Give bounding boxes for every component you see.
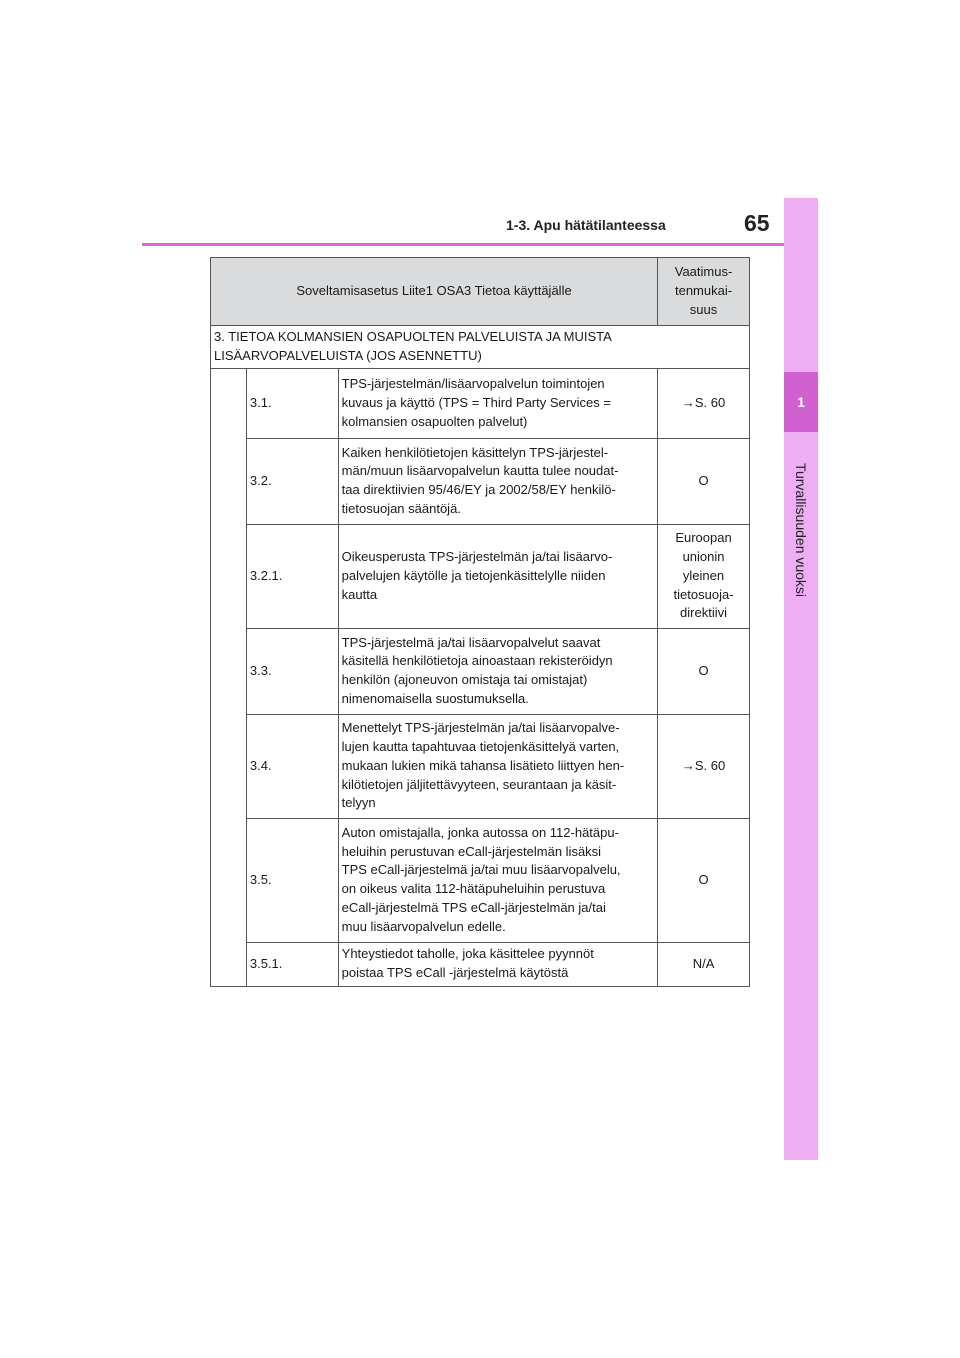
text-line: TPS-järjestelmä ja/tai lisäarvopalvelut saavat [341, 634, 601, 650]
header-divider [142, 243, 784, 246]
requirement-line: O [698, 871, 709, 887]
section-heading-line: 3. TIETOA KOLMANSIEN OSAPUOLTEN PALVELUISTA JA MUISTA [214, 329, 612, 344]
indent-cell [211, 368, 247, 986]
page-reference-link[interactable]: →S. 60 [681, 757, 726, 773]
row-requirement [658, 942, 750, 986]
table-row [211, 368, 750, 438]
table-row [211, 628, 750, 714]
table-row [211, 818, 750, 942]
row-text [338, 368, 657, 438]
header-line: suus [689, 301, 718, 317]
text-line: on oikeus valita 112-hätäpuheluihin perustuva [341, 881, 606, 897]
table-row [211, 942, 750, 986]
text-line: heluihin perustuvan eCall-järjestelmän lisäksi [341, 843, 602, 859]
row-text [338, 818, 657, 942]
table-row [211, 438, 750, 524]
text-line: telyyn [341, 795, 376, 811]
text-line: henkilön (ajoneuvon omistaja tai omistajat) [341, 672, 588, 688]
text-line: eCall-järjestelmä TPS eCall-järjestelmän ja/tai [341, 900, 606, 916]
row-text [338, 438, 657, 524]
text-line: Oikeusperusta TPS-järjestelmän ja/tai lisäarvo- [341, 548, 613, 564]
row-number: 3.1. [246, 368, 338, 438]
row-number: 3.2.1. [246, 524, 338, 628]
page-number: 65 [744, 210, 770, 236]
row-text [338, 942, 657, 986]
header-line: tenmukai- [674, 283, 733, 299]
text-line: lujen kautta tapahtuvaa tietojenkäsittelyä varten, [341, 738, 620, 754]
row-text [338, 524, 657, 628]
chapter-title-vertical: Turvallisuuden vuoksi [793, 462, 809, 598]
text-line: TPS-järjestelmän/lisäarvopalvelun toimintojen [341, 375, 605, 391]
text-line: Kaiken henkilötietojen käsittelyn TPS-järjestel- [341, 444, 609, 460]
table-header-row [211, 258, 750, 326]
text-line: kolmansien osapuolten palvelut) [341, 413, 528, 429]
requirement-line: yleinen [682, 567, 725, 583]
text-line: Auton omistajalla, jonka autossa on 112-hätäpu- [341, 824, 619, 840]
page-reference-link[interactable]: →S. 60 [681, 394, 726, 410]
text-line: mukaan lukien mikä tahansa lisätieto liittyen hen- [341, 757, 625, 773]
column-header-title: Soveltamisasetus Liite1 OSA3 Tietoa käyttäjälle [211, 258, 658, 326]
row-requirement [658, 524, 750, 628]
row-number: 3.2. [246, 438, 338, 524]
text-line: TPS eCall-järjestelmä ja/tai muu lisäarvopalvelu, [341, 862, 621, 878]
row-number: 3.4. [246, 714, 338, 818]
requirement-line: O [698, 472, 709, 488]
text-line: palvelujen käytölle ja tietojenkäsittelylle niiden [341, 567, 606, 583]
requirement-line: tietosuoja- [673, 586, 734, 602]
row-requirement [658, 714, 750, 818]
chapter-side-strip [784, 198, 818, 1160]
row-requirement [658, 368, 750, 438]
row-number: 3.5.1. [246, 942, 338, 986]
section-heading-row [211, 326, 750, 369]
text-line: kilötietojen jäljitettävyyteen, seurantaan ja käsit- [341, 776, 617, 792]
table-row [211, 524, 750, 628]
column-header-requirement [658, 258, 750, 326]
text-line: tietosuojan sääntöjä. [341, 501, 461, 517]
regulation-table [210, 257, 750, 987]
requirement-line: Euroopan [675, 530, 732, 546]
row-number: 3.3. [246, 628, 338, 714]
section-heading-line: LISÄARVOPALVELUISTA (JOS ASENNETTU) [214, 347, 482, 363]
row-text [338, 628, 657, 714]
row-text [338, 714, 657, 818]
text-line: nimenomaisella suostumuksella. [341, 691, 529, 707]
text-line: käsitellä henkilötietoja ainoastaan rekisteröidyn [341, 653, 613, 669]
table-row [211, 714, 750, 818]
row-requirement [658, 628, 750, 714]
requirement-line: O [698, 662, 709, 678]
header-line: Vaatimus- [674, 264, 733, 280]
requirement-line: unionin [682, 548, 725, 564]
requirement-line: direktiivi [680, 605, 728, 621]
requirement-line: N/A [692, 955, 715, 971]
text-line: Menettelyt TPS-järjestelmän ja/tai lisäarvopalve- [341, 720, 620, 736]
text-line: kuvaus ja käyttö (TPS = Third Party Services = [341, 394, 611, 410]
section-heading [211, 326, 750, 369]
text-line: män/muun lisäarvopalvelun kautta tulee noudat- [341, 463, 619, 479]
row-number: 3.5. [246, 818, 338, 942]
text-line: muu lisäarvopalvelun edelle. [341, 918, 506, 934]
text-line: poistaa TPS eCall -järjestelmä käytöstä [341, 965, 569, 981]
text-line: Yhteystiedot taholle, joka käsittelee pyynnöt [341, 946, 594, 962]
section-title: 1-3. Apu hätätilanteessa [506, 217, 666, 233]
text-line: kautta [341, 586, 378, 602]
text-line: taa direktiivien 95/46/EY ja 2002/58/EY henkilö- [341, 482, 616, 498]
chapter-number-tab[interactable]: 1 [784, 372, 818, 432]
row-requirement [658, 438, 750, 524]
row-requirement [658, 818, 750, 942]
